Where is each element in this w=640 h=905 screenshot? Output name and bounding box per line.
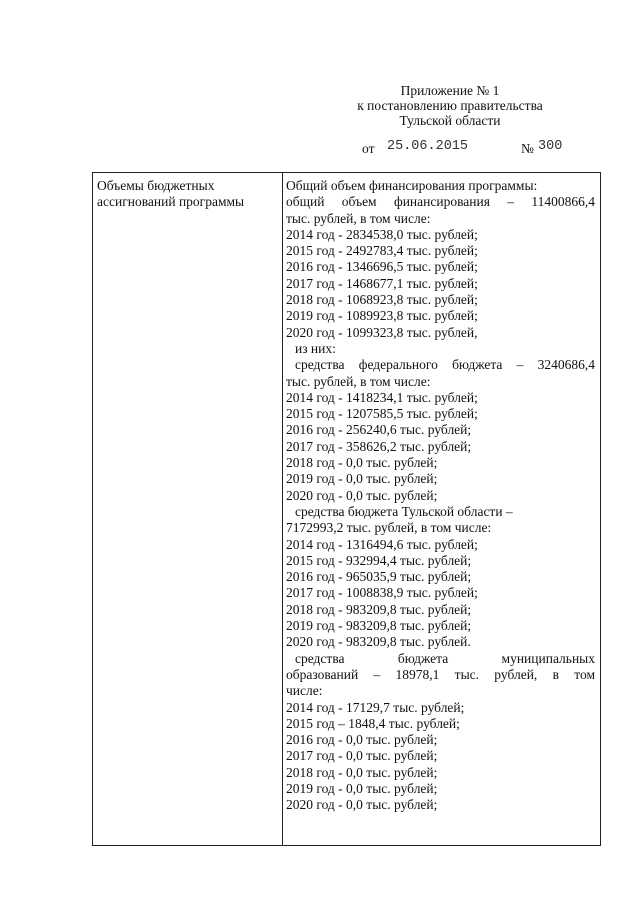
right-cell-line: 2017 год - 0,0 тыс. рублей; xyxy=(286,748,438,764)
right-cell-line: 2014 год - 2834538,0 тыс. рублей; xyxy=(286,226,478,242)
appendix-region: Тульской области xyxy=(399,113,501,128)
appendix-title: Приложение № 1 xyxy=(400,83,500,98)
right-cell-line: 2016 год - 1346696,5 тыс. рублей; xyxy=(286,259,478,275)
right-cell-line: 2020 год - 983209,8 тыс. рублей. xyxy=(286,634,471,650)
appendix-header xyxy=(300,83,600,128)
right-cell-line: средства бюджета муниципальных xyxy=(295,650,595,666)
right-cell-line: тыс. рублей, в том числе: xyxy=(286,210,431,226)
right-cell-line: 2018 год - 0,0 тыс. рублей; xyxy=(286,455,438,471)
right-cell-line: 2017 год - 358626,2 тыс. рублей; xyxy=(286,438,472,454)
right-cell-line: 7172993,2 тыс. рублей, в том числе: xyxy=(286,520,492,536)
document-date: 25.06.2015 xyxy=(387,139,469,154)
left-cell-line: Объемы бюджетных xyxy=(97,178,215,193)
left-cell-line: ассигнований программы xyxy=(97,194,245,210)
right-cell-line: 2019 год - 0,0 тыс. рублей; xyxy=(286,780,438,796)
document-number: 300 xyxy=(538,139,563,154)
right-cell-line: 2014 год - 17129,7 тыс. рублей; xyxy=(286,699,465,715)
right-cell-line: 2020 год - 0,0 тыс. рублей; xyxy=(286,797,438,813)
right-cell-line: 2016 год - 0,0 тыс. рублей; xyxy=(286,732,438,748)
right-cell-line: 2018 год - 0,0 тыс. рублей; xyxy=(286,764,438,780)
document-dateline xyxy=(362,139,572,157)
right-cell-line: 2017 год - 1008838,9 тыс. рублей; xyxy=(286,585,478,601)
right-cell-line: 2015 год – 1848,4 тыс. рублей; xyxy=(286,715,460,731)
right-cell-line: Общий объем финансирования программы: xyxy=(286,178,538,193)
right-cell-line: 2019 год - 1089923,8 тыс. рублей; xyxy=(286,308,478,324)
right-cell-line: 2014 год - 1316494,6 тыс. рублей; xyxy=(286,536,478,552)
right-cell-line: 2016 год - 256240,6 тыс. рублей; xyxy=(286,422,472,438)
right-cell-line: 2018 год - 1068923,8 тыс. рублей; xyxy=(286,292,478,308)
right-cell-line: образований – 18978,1 тыс. рублей, в том xyxy=(286,666,595,682)
right-cell-line: 2018 год - 983209,8 тыс. рублей; xyxy=(286,601,472,617)
right-cell-line: числе: xyxy=(286,683,323,699)
appendix-resolution-ref: к постановлению правительства xyxy=(357,98,543,113)
right-cell-line: 2014 год - 1418234,1 тыс. рублей; xyxy=(286,389,478,405)
right-cell-line: 2017 год - 1468677,1 тыс. рублей; xyxy=(286,275,478,291)
right-cell-line: 2015 год - 932994,4 тыс. рублей; xyxy=(286,552,472,568)
right-cell-line: 2015 год - 2492783,4 тыс. рублей; xyxy=(286,243,478,259)
right-cell-line: 2020 год - 0,0 тыс. рублей; xyxy=(286,487,438,503)
table-right-cell xyxy=(286,178,595,814)
budget-table xyxy=(92,172,601,846)
right-cell-line: 2015 год - 1207585,5 тыс. рублей; xyxy=(286,406,478,422)
table-column-divider xyxy=(282,173,283,845)
right-cell-line: из них: xyxy=(295,340,336,356)
right-cell-line: общий объем финансирования – 11400866,4 xyxy=(286,194,595,210)
number-label: № xyxy=(521,141,534,156)
right-cell-line: 2019 год - 983209,8 тыс. рублей; xyxy=(286,618,472,634)
right-cell-line: тыс. рублей, в том числе: xyxy=(286,373,431,389)
date-label: от xyxy=(362,141,375,156)
right-cell-line: средства федерального бюджета – 3240686,4 xyxy=(295,357,595,373)
right-cell-line: средства бюджета Тульской области – xyxy=(295,503,513,519)
table-left-cell xyxy=(97,178,277,211)
right-cell-line: 2020 год - 1099323,8 тыс. рублей, xyxy=(286,324,478,340)
right-cell-line: 2019 год - 0,0 тыс. рублей; xyxy=(286,471,438,487)
right-cell-line: 2016 год - 965035,9 тыс. рублей; xyxy=(286,569,472,585)
